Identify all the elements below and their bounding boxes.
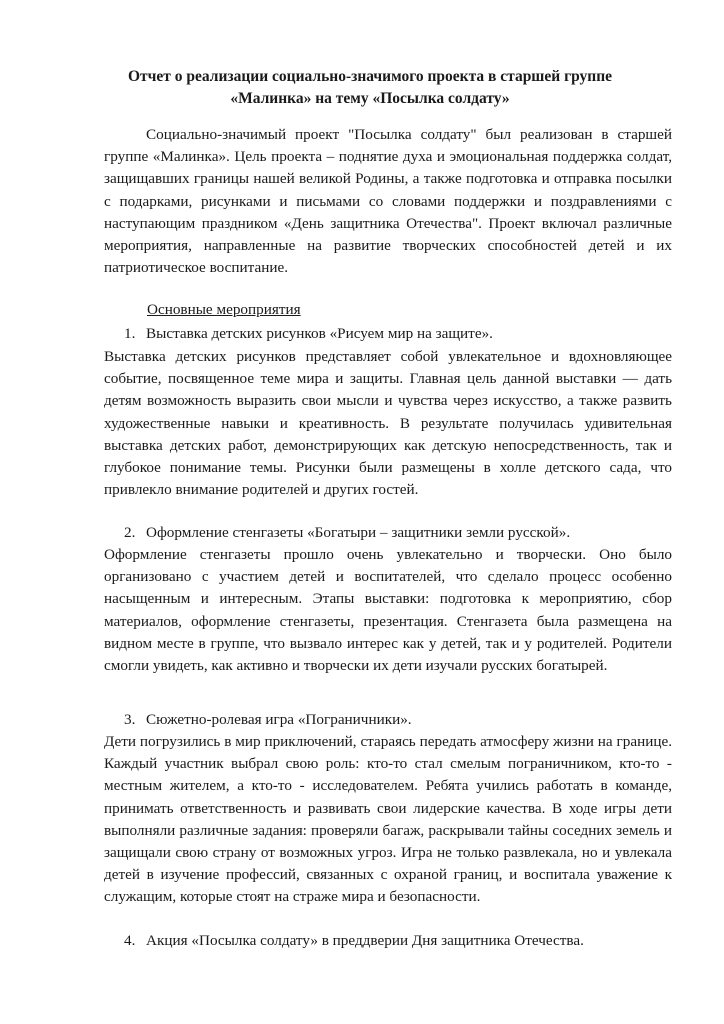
list-item-title: Выставка детских рисунков «Рисуем мир на защите». <box>146 325 493 342</box>
list-item-paragraph: Оформление стенгазеты прошло очень увлекательно и творчески. Оно было организовано с участием детей и воспитателей, что сделало процесс особенно насыщенным и интересным. Этапы выставки: подготовка к мероприятию, сбор материалов, оформление стенгазеты, презентация. Стенгазета была размещена на видном месте в группе, что вызвало интерес как у детей, так и у родителей. Родители смогли увидеть, как активно и творчески их дети изучали русских богатырей. <box>104 546 672 675</box>
section-subheading: Основные мероприятия <box>147 301 301 318</box>
list-item-number: 1. <box>124 325 136 342</box>
list-item-heading <box>124 709 412 731</box>
list-item-number: 4. <box>124 932 136 949</box>
list-item-paragraph: Выставка детских рисунков представляет собой увлекательное и вдохновляющее событие, посвященное теме мира и защиты. Главная цель данной выставки — дать детям возможность выразить свои мысли и чувства через искусство, а также развить художественные навыки и креативность. В результате получилась удивительная выставка детских работ, демонстрирующих как детскую непосредственность, так и глубокое понимание темы. Рисунки были размещены в холле детского сада, что привлекло внимание родителей и других гостей. <box>104 348 672 499</box>
list-item-number: 3. <box>124 711 136 728</box>
document-title <box>100 66 640 110</box>
list-item-title: Сюжетно-ролевая игра «Пограничники». <box>146 711 412 728</box>
title-line-2: «Малинка» на тему «Посылка солдату» <box>230 90 510 107</box>
list-item-title: Оформление стенгазеты «Богатыри – защитники земли русской». <box>146 524 571 541</box>
list-item-number: 2. <box>124 524 136 541</box>
list-item-paragraph: Дети погрузились в мир приключений, стараясь передать атмосферу жизни на границе. Каждый участник выбрал свою роль: кто-то стал смелым пограничником, кто-то - местным жителем, а кто-то - исследователем. Ребята учились работать в команде, принимать ответственность и развивать свои лидерские качества. В ходе игры дети выполняли различные задания: проверяли багаж, раскрывали тайны соседних земель и защищали свою страну от возможных угроз. Игра не только развлекала, но и увлекала детей в изучение профессий, связанных с охраной границ, и воспитала уважение к служащим, которые стоят на страже мира и безопасности. <box>104 733 672 906</box>
intro-paragraph: Социально-значимый проект "Посылка солдату" был реализован в старшей группе «Малинка». Цель проекта – поднятие духа и эмоциональная поддержка солдат, защищавших границы нашей великой Родины, а также подготовка и отправка посылки с подарками, рисунками и письмами со словами поддержки и поздравлениями с наступающим праздником «День защитника Отечества". Проект включал различные мероприятия, направленные на развитие творческих способностей детей и их патриотическое воспитание. <box>104 126 672 277</box>
list-item-heading <box>124 930 584 952</box>
list-item-heading <box>124 323 493 345</box>
list-item-title: Акция «Посылка солдату» в преддверии Дня защитника Отечества. <box>146 932 584 949</box>
list-item-heading <box>124 522 570 544</box>
title-line-1: Отчет о реализации социально-значимого проекта в старшей группе <box>127 68 613 85</box>
